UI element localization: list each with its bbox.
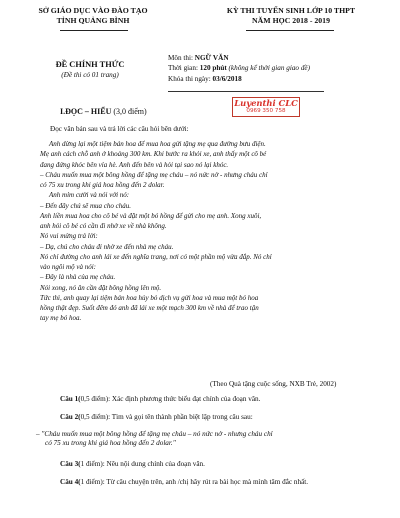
passage-line: Tức thì, anh quay lại tiệm bán hoa hủy bỏ dịch vụ gửi hoa và mua một bó hoa [40, 293, 259, 302]
date-value: 03/6/2018 [212, 74, 242, 83]
section-heading [60, 107, 147, 117]
subject-value: NGỮ VĂN [194, 54, 229, 62]
question-4 [28, 478, 383, 487]
instruction: Đọc văn bản sau và trả lời các câu hỏi bên dưới: [50, 125, 189, 133]
quote-line: có 75 xu trong khi giá hoa hồng đến 2 dolar." [45, 439, 176, 447]
department-name: SỞ GIÁO DỤC VÀO ĐÀO TẠO [38, 6, 148, 15]
subject-label: Môn thi: [168, 54, 193, 62]
question-3-points: 1 điểm [80, 460, 101, 468]
passage-line: – Đây là nhà của mẹ cháu. [40, 273, 116, 282]
watermark-stamp [232, 97, 300, 117]
question-3-label: Câu 3( [60, 460, 81, 468]
official-title: ĐỀ CHÍNH THỨC [55, 60, 125, 69]
time-label: Thời gian: [168, 64, 198, 73]
date-line [168, 75, 388, 84]
question-4-points: 1 điểm [80, 478, 101, 486]
header-right-underline [246, 30, 334, 31]
stamp-name: Luyenthi CLC [234, 98, 298, 108]
province-name: TỈNH QUẢNG BÌNH [56, 15, 130, 25]
passage-line: anh hỏi cô bé có cần đi nhờ xe về nhà không. [40, 222, 167, 230]
passage-line: hồng thật đẹp. Suốt đêm đó anh đã lái xe một mạch 300 km về nhà để trao tận [40, 304, 259, 312]
question-2-label: Câu 2( [60, 413, 81, 421]
time-line [168, 64, 388, 73]
passage-line: – Đến đây chú sẽ mua cho cháu. [40, 201, 131, 210]
question-3-text: ): Nêu nội dung chính của đoạn văn. [100, 460, 205, 468]
official-note: (Đề thi có 01 trang) [61, 70, 119, 79]
school-year: NĂM HỌC 2018 - 2019 [252, 15, 330, 25]
stamp-phone: 0969 350 758 [246, 108, 286, 114]
passage-line: Nó chỉ đường cho anh lái xe đến nghĩa trang, nơi có một phần mộ vừa đắp. Nó chỉ [40, 252, 272, 261]
exam-info [168, 54, 388, 85]
passage-line: Nó vui mừng trả lời: [40, 232, 98, 241]
question-2-quote [36, 430, 381, 448]
question-1-text: ): Xác định phương thức biểu đạt chính của đoạn văn. [105, 395, 261, 403]
date-label: Khóa thi ngày: [168, 74, 211, 83]
passage-line: vào ngôi mộ và nói: [40, 263, 96, 271]
passage-line: Anh mỉm cười và nói với nó: [49, 191, 130, 200]
question-4-label: Câu 4( [60, 478, 81, 486]
info-divider [168, 91, 324, 92]
header-department [18, 6, 168, 25]
section-points: (3,0 điểm) [113, 107, 147, 116]
quote-line: – "Cháu muốn mua một bông hồng để tặng mẹ cháu – nó nức nở - nhưng cháu chỉ [36, 430, 273, 438]
time-note: (không kể thời gian giao đề) [228, 64, 310, 73]
passage-line: – Dạ, chú cho cháu đi nhờ xe đến nhà mẹ cháu. [40, 242, 174, 251]
question-4-text: ): Từ câu chuyện trên, anh /chị hãy rút ra bài học mà mình tâm đắc nhất. [100, 478, 309, 486]
question-2-points: 0,5 điểm [80, 413, 106, 421]
passage-line: có 75 xu trong khi giá hoa hồng đến 2 dolar. [40, 181, 165, 189]
passage-line: đang đứng khóc bên vỉa hè. Anh đến bên và hỏi tại sao nó lại khóc. [40, 160, 229, 169]
exam-title: KỲ THI TUYỂN SINH LỚP 10 THPT [226, 6, 356, 15]
time-value: 120 phút [199, 64, 227, 73]
passage-line: Anh liền mua hoa cho cô bé và đặt một bó hồng để gửi cho mẹ anh. Xong xuôi, [40, 211, 262, 220]
header-left-underline [60, 30, 128, 31]
question-3 [60, 460, 400, 469]
question-1 [60, 395, 400, 404]
section-title: I.ĐỌC – HIỂU [60, 107, 112, 116]
subject-line [168, 54, 388, 63]
reading-passage [40, 140, 380, 325]
official-block [26, 60, 154, 80]
question-2 [60, 413, 400, 422]
passage-line: – Cháu muốn mua một bông hồng để tặng mẹ cháu – nó nức nở - nhưng cháu chỉ [40, 170, 268, 179]
passage-line: Mẹ anh cách chỗ anh ở khoảng 300 km. Khi bước ra khỏi xe, anh thấy một cô bé [40, 150, 267, 159]
question-2-text: ): Tìm và gọi tên thành phần biệt lập trong câu sau: [105, 413, 253, 421]
header-exam [196, 6, 386, 25]
question-1-points: 0,5 điểm [80, 395, 106, 403]
question-1-label: Câu 1( [60, 395, 81, 403]
passage-line: Nói xong, nó ân cần đặt bông hồng lên mộ. [40, 283, 162, 292]
passage-line: tay mẹ bó hoa. [40, 314, 82, 323]
passage-line: Anh dừng lại một tiệm bán hoa để mua hoa gửi tặng mẹ qua đường bưu điện. [49, 140, 266, 148]
passage-source: (Theo Quà tặng cuộc sống, NXB Trẻ, 2002) [210, 380, 337, 388]
